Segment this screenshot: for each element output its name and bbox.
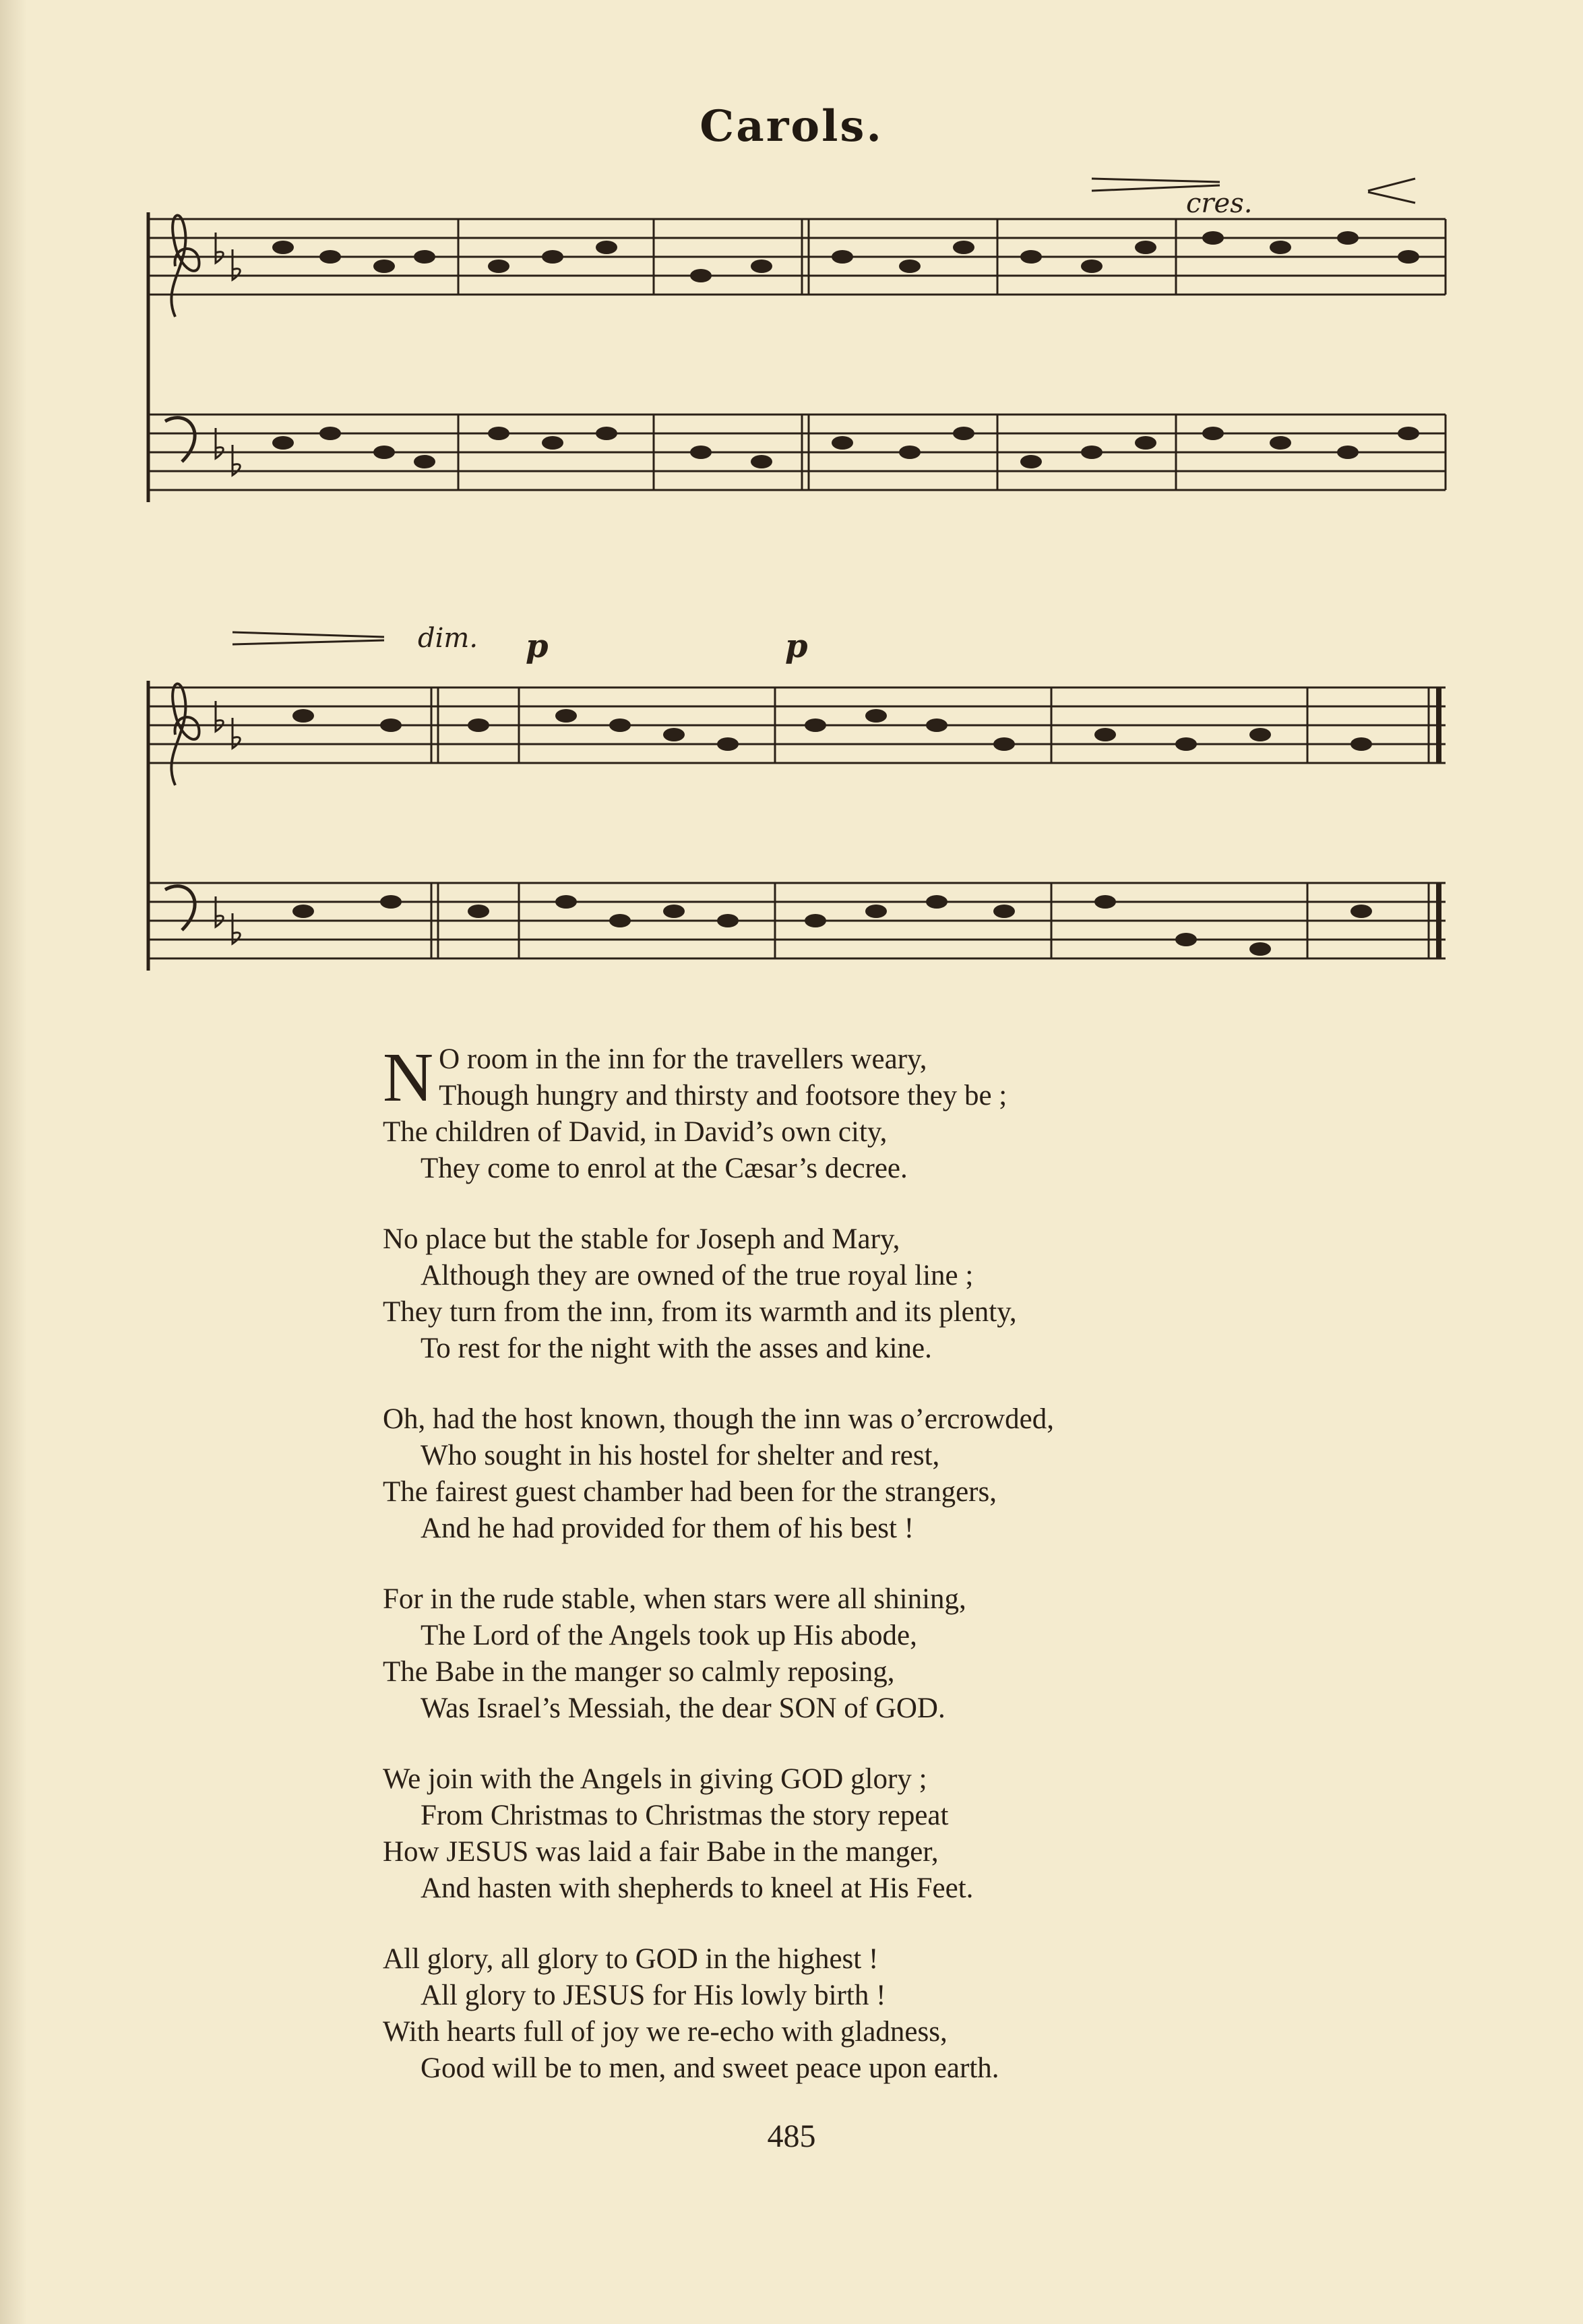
stanza-line: How JESUS was laid a fair Babe in the manger, — [383, 1836, 939, 1868]
expression-cres: cres. — [1186, 188, 1253, 219]
stanza-4 — [383, 1581, 1394, 1727]
dynamic-p-2: p — [785, 628, 808, 665]
stanza-line: They come to enrol at the Cæsar’s decree. — [421, 1153, 908, 1184]
carol-lyrics — [383, 1041, 1394, 2121]
dynamic-p-1: p — [526, 628, 549, 665]
stanza-line: No place but the stable for Joseph and Mary, — [383, 1223, 900, 1255]
stanza-line: And hasten with shepherds to kneel at His Feet. — [421, 1872, 974, 1904]
stanza-line: The children of David, in David’s own city, — [383, 1116, 888, 1148]
stanza-line: Was Israel’s Messiah, the dear SON of GOD. — [421, 1692, 945, 1724]
stanza-line: From Christmas to Christmas the story repeat — [421, 1800, 949, 1831]
stanza-line: Though hungry and thirsty and footsore they be ; — [439, 1080, 1007, 1111]
stanza-line: They turn from the inn, from its warmth and its plenty, — [383, 1296, 1017, 1328]
page-number: 485 — [767, 2118, 816, 2154]
stanza-line: All glory to JESUS for His lowly birth ! — [421, 1980, 886, 2011]
stanza-line: The Babe in the manger so calmly reposing, — [383, 1656, 895, 1688]
expression-dim: dim. — [418, 623, 478, 654]
page-title: Carols. — [700, 101, 883, 152]
stanza-line: We join with the Angels in giving GOD glory ; — [383, 1763, 927, 1795]
stanza-line: The fairest guest chamber had been for the strangers, — [383, 1476, 997, 1508]
stanza-2 — [383, 1221, 1394, 1367]
stanza-line: O room in the inn for the travellers weary, — [439, 1043, 927, 1075]
stanza-line: Although they are owned of the true royal line ; — [421, 1260, 974, 1291]
stanza-line: Who sought in his hostel for shelter and rest, — [421, 1440, 940, 1471]
stanza-line: The Lord of the Angels took up His abode, — [421, 1620, 917, 1651]
stanza-6 — [383, 1941, 1394, 2087]
music-system-2 — [135, 607, 1456, 984]
page-edge-stain — [0, 0, 27, 2324]
music-system-1 — [135, 165, 1456, 539]
stanza-5 — [383, 1761, 1394, 1907]
stanza-line: Good will be to men, and sweet peace upon earth. — [421, 2052, 999, 2084]
music-system-1-svg — [135, 165, 1456, 539]
drop-cap: N — [383, 1039, 434, 1116]
stanza-line: With hearts full of joy we re-echo with gladness, — [383, 2016, 948, 2048]
music-system-2-svg — [135, 607, 1456, 984]
stanza-line: All glory, all glory to GOD in the highest ! — [383, 1943, 879, 1975]
stanza-3 — [383, 1401, 1394, 1547]
stanza-1 — [383, 1041, 1394, 1187]
stanza-line: To rest for the night with the asses and kine. — [421, 1333, 932, 1364]
stanza-line: Oh, had the host known, though the inn was o’ercrowded, — [383, 1403, 1054, 1435]
first-line — [383, 1041, 1394, 1114]
stanza-line: And he had provided for them of his best ! — [421, 1512, 914, 1544]
stanza-line: For in the rude stable, when stars were all shining, — [383, 1583, 966, 1615]
